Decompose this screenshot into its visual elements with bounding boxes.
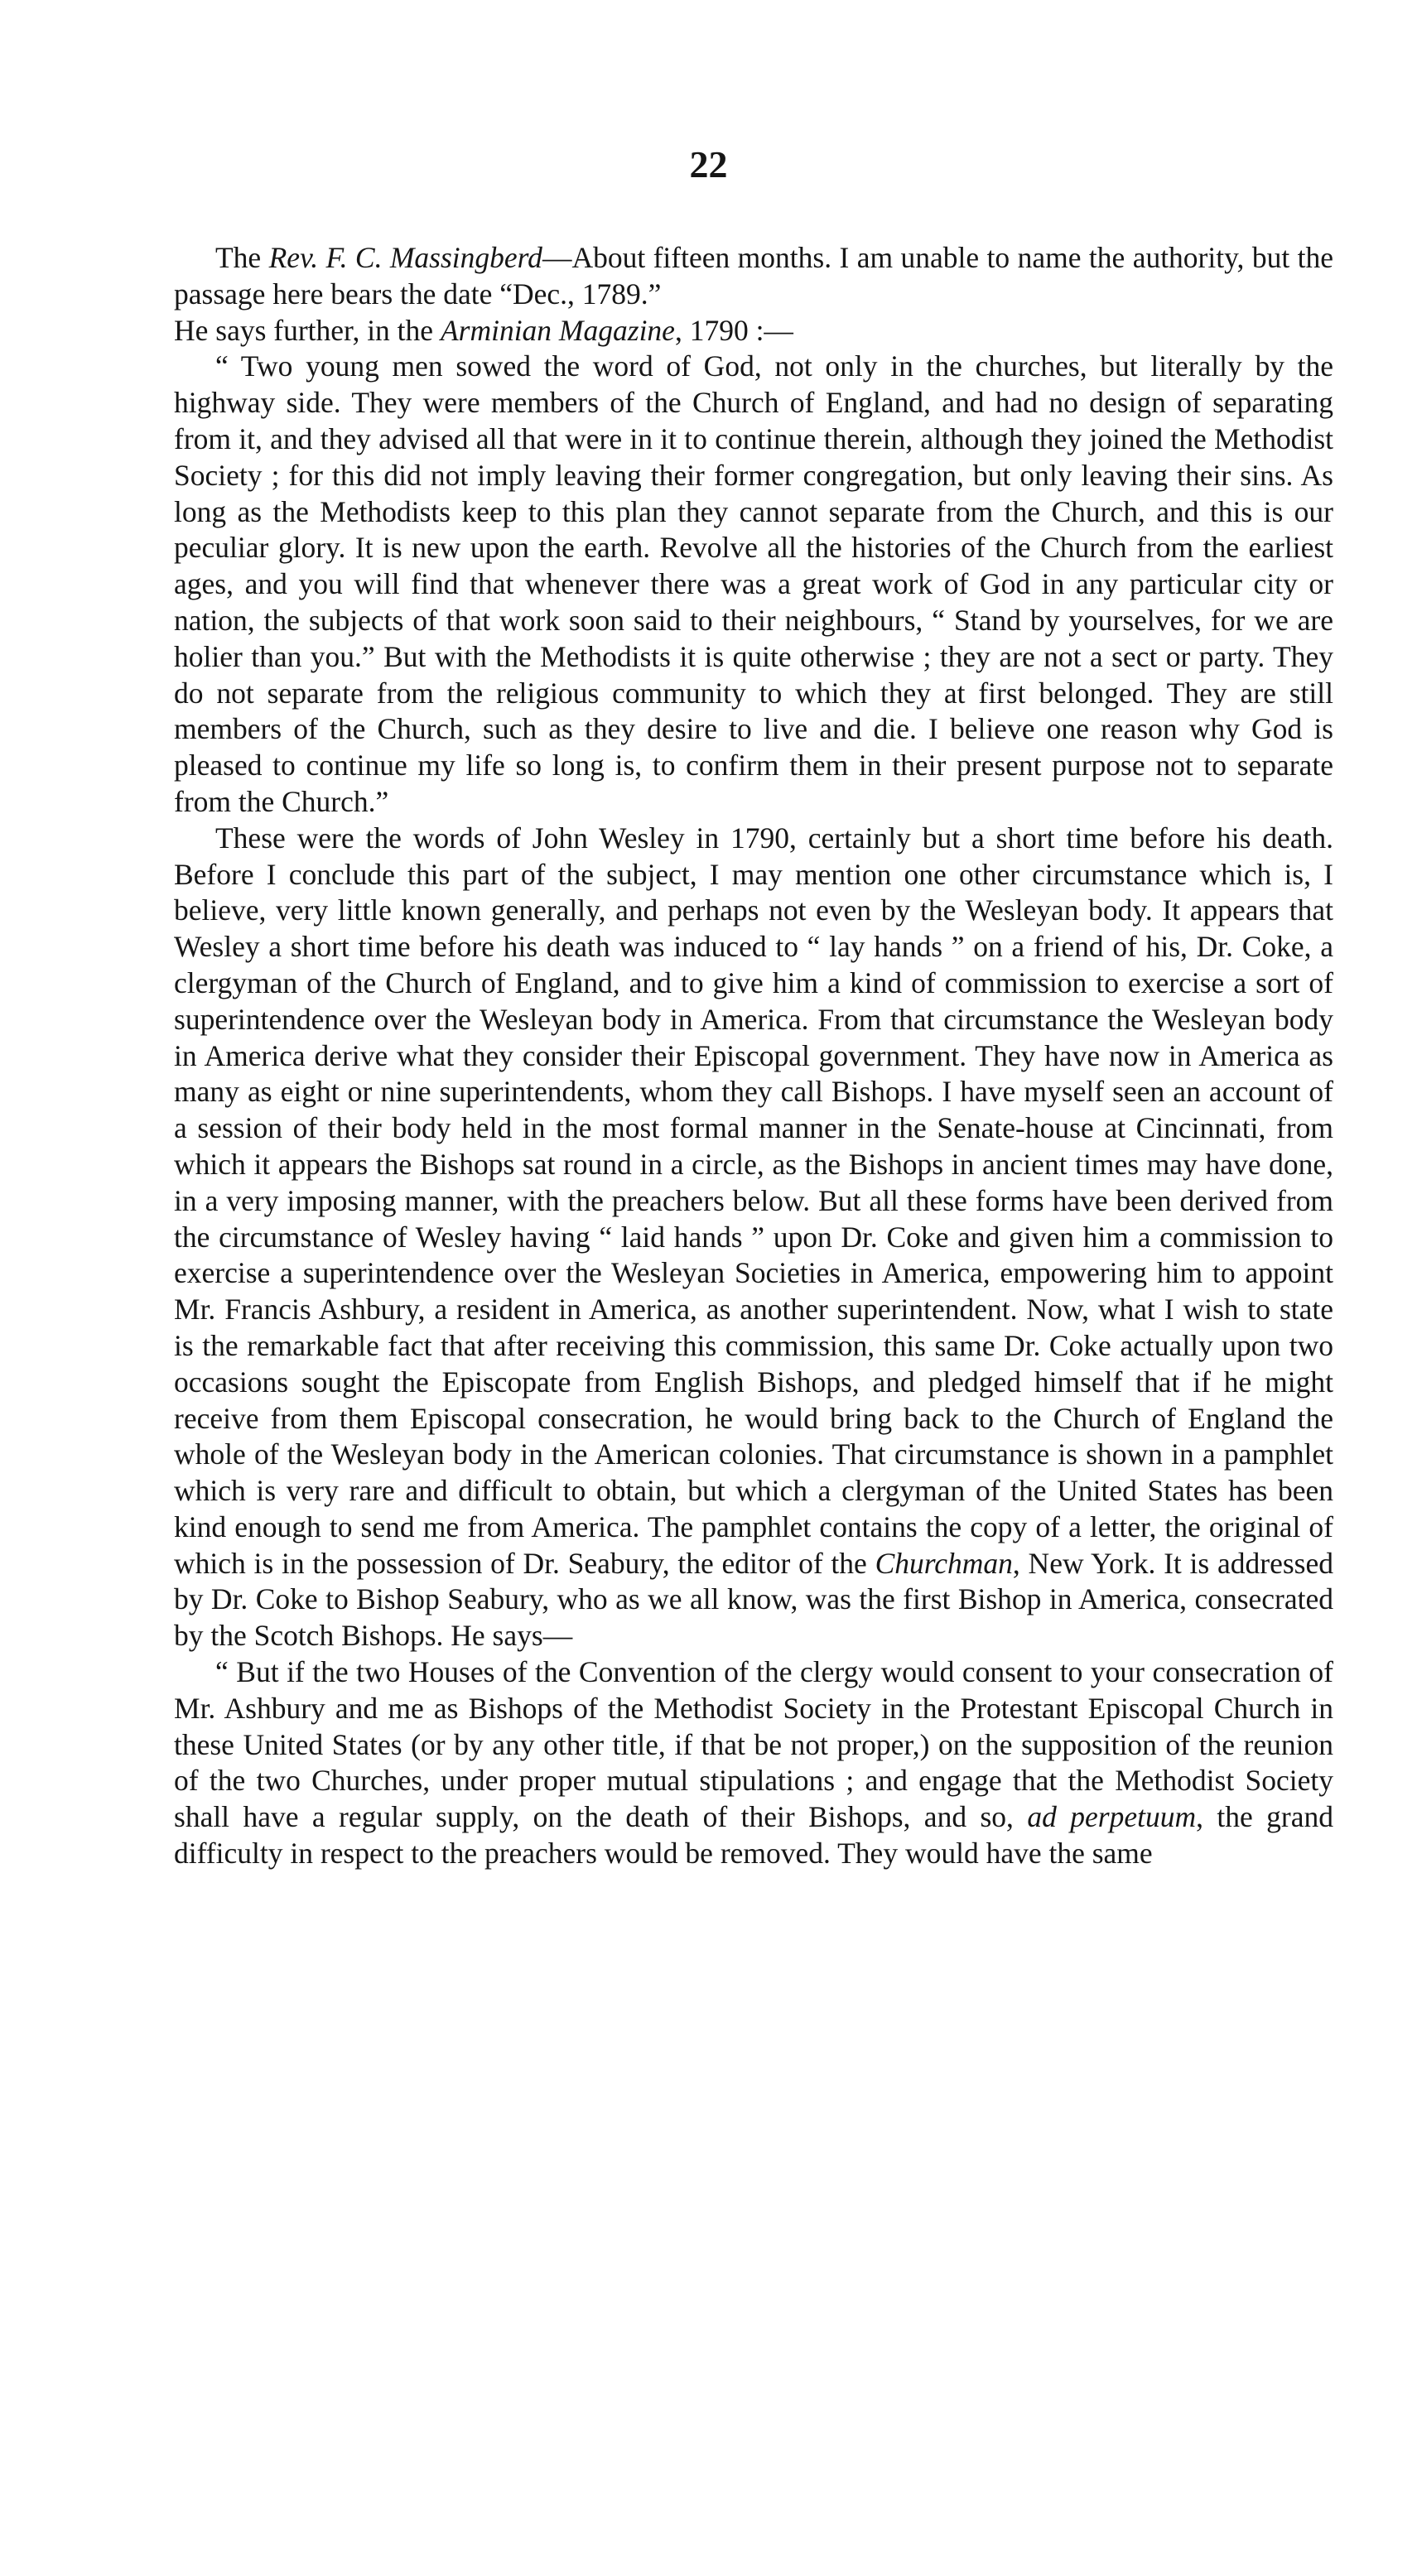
paragraph-says-further (174, 313, 1333, 349)
paragraph-massingberd (174, 240, 1333, 313)
text-run: , 1790 :— (674, 313, 793, 347)
italic-name: Rev. F. C. Massingberd (268, 241, 542, 274)
paragraph-wesley-quote (174, 349, 1333, 820)
italic-title: Arminian Magazine (440, 313, 675, 347)
body-text (174, 240, 1333, 1872)
text-run: , the grand difficulty in respect to the preachers would be removed. They would have the same (174, 1800, 1333, 1871)
text-run: He says further, in the (174, 313, 441, 347)
text-run: “ But if the two Houses of the Convention of the clergy would consent to your consecration of Mr. Ashbury and me as Bishops of the Methodist Society in the Protestant Episcopal Church in these United States (or by any other title, if that be not proper,) on the supposition of the reunion of the two Churches, under proper mutual stipulations ; and engage that the Methodist Society shall have a regular supply, on the death of their Bishops, and so, (174, 1655, 1333, 1834)
text-run: “ Two young men sowed the word of God, not only in the churches, but literally by the highway side. They were members of the Church of England, and had no design of separating from it, and they advised all that were in it to continue therein, although they joined the Methodist Society ; for this did not imply leaving their former congregation, but only leaving their sins. As long as the Methodists keep to this plan they cannot separate from the Church, and this is our peculiar glory. It is new upon the earth. Revolve all the histories of the Church from the earliest ages, and you will find that whenever there was a great work of God in any particular city or nation, the subjects of that work soon said to their neighbours, “ Stand by yourselves, for we are holier than you.” But with the Methodists it is quite otherwise ; they are not a sect or party. They do not separate from the religious community to which they at first belonged. They are still members of the Church, such as they desire to live and die. I believe one reason why God is pleased to continue my life so long is, to confirm them in their present purpose not to separate from the Church.” (174, 349, 1333, 818)
italic-title: Churchman (875, 1546, 1013, 1580)
italic-phrase: ad perpetuum (1027, 1800, 1197, 1834)
text-run: —About fifteen months. I am unable to name the authority, but the passage here bears the date “Dec., 1789.” (174, 241, 1334, 311)
text-run: The (215, 241, 269, 274)
text-run: , New York. It is addressed by Dr. Coke to Bishop Seabury, who as we all know, was the first Bishop in America, consecrated by the Scotch Bishops. He says— (174, 1546, 1333, 1653)
paragraph-coke-letter (174, 1654, 1333, 1872)
text-run: These were the words of John Wesley in 1790, certainly but a short time before his death. Before I conclude this part of the subject, I may mention one other circumstance which is, I believe, very little known generally, and perhaps not even by the Wesleyan body. It appears that Wesley a short time before his death was induced to “ lay hands ” on a friend of his, Dr. Coke, a clergyman of the Church of England, and to give him a kind of commission to exercise a sort of superintendence over the Wesleyan body in America. From that circumstance the Wesleyan body in America derive what they consider their Episcopal government. They have now in America as many as eight or nine superintendents, whom they call Bishops. I have myself seen an account of a session of their body held in the most formal manner in the Senate-house at Cincinnati, from which it appears the Bishops sat round in a circle, as the Bishops in ancient times may have done, in a very imposing manner, with the preachers below. But all these forms have been derived from the circumstance of Wesley having “ laid hands ” upon Dr. Coke and given him a commission to exercise a superintendence over the Wesleyan Societies in America, empowering him to appoint Mr. Francis Ashbury, a resident in America, as another superintendent. Now, what I wish to state is the remarkable fact that after receiving this commission, this same Dr. Coke actually upon two occasions sought the Episcopate from English Bishops, and pledged himself that if he might receive from them Episcopal consecration, he would bring back to the Church of England the whole of the Wesleyan body in the American colonies. That circumstance is shown in a pamphlet which is very rare and difficult to obtain, but which a clergyman of the United States has been kind enough to send me from America. The pamphlet contains the copy of a letter, the original of which is in the possession of Dr. Seabury, the editor of the (174, 821, 1333, 1580)
page-number: 22 (689, 143, 728, 185)
paragraph-dr-coke (174, 821, 1333, 1654)
